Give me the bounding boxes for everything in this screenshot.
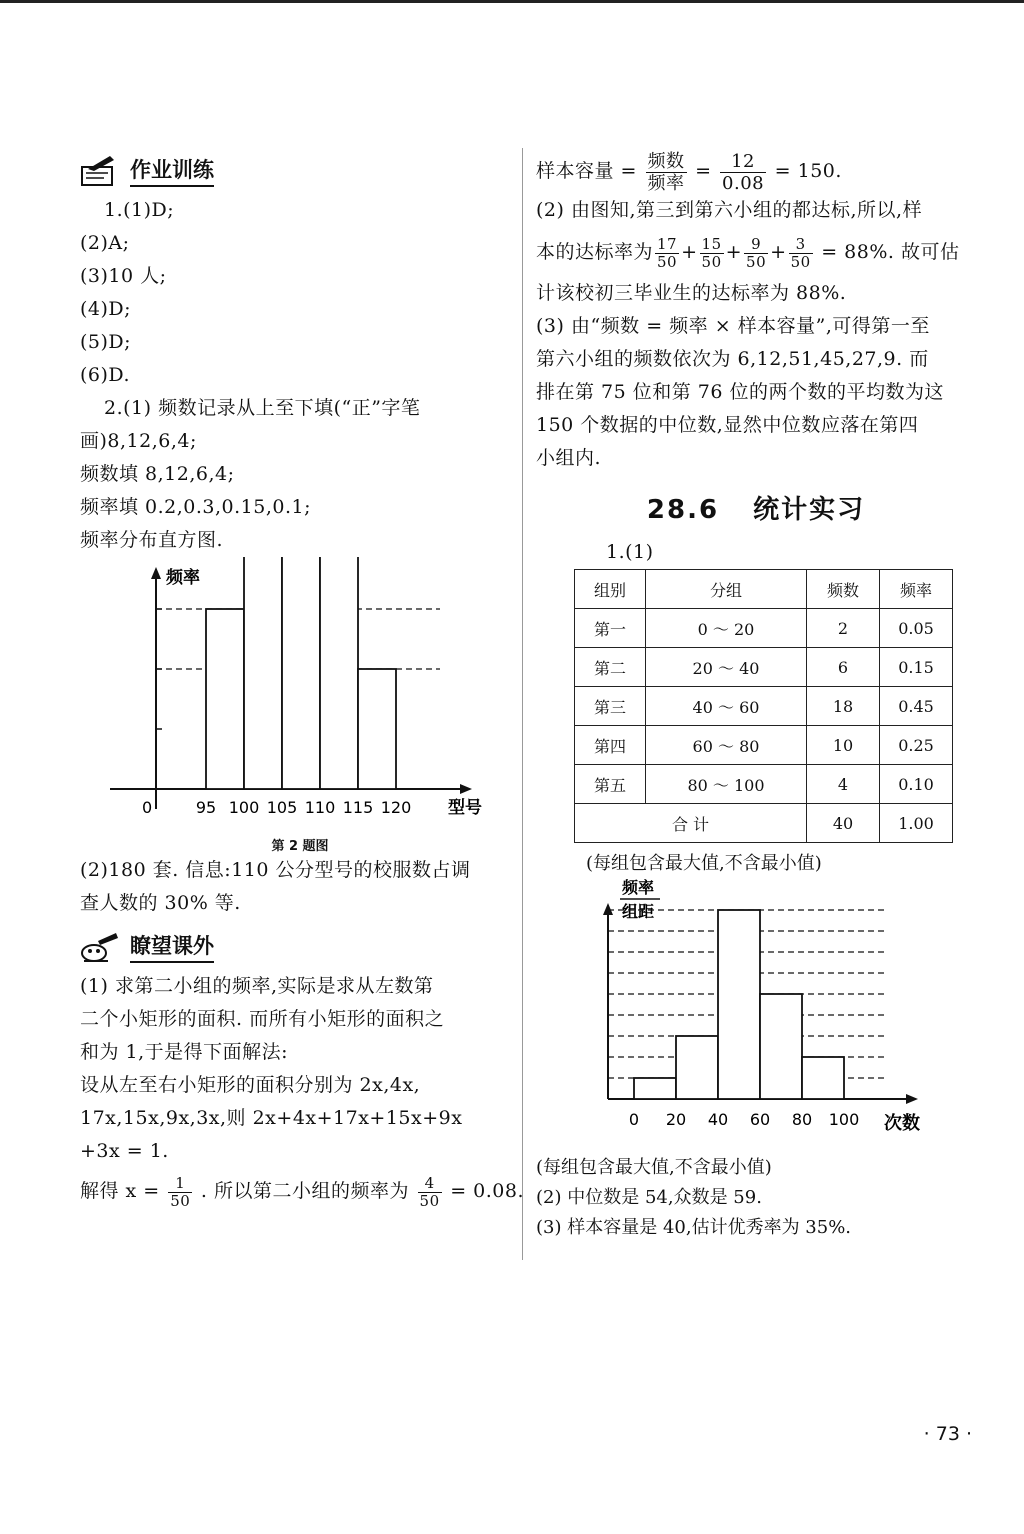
table-cell: 合 计 [575,804,807,843]
q2-line: 频率填 0.2,0.3,0.15,0.1; [80,496,312,518]
table-cell: 20 ～ 40 [646,648,807,687]
y-axis-label: 频率 [166,568,200,588]
x-axis-arrow [460,784,472,794]
x-axis-label: 型号 [448,798,482,818]
section-name: 统计实习 [753,495,866,525]
table-cell: 第四 [575,726,646,765]
page-number: · 73 · [923,1423,972,1445]
outlook-title: 瞭望课外 [130,930,214,963]
table-row [575,726,953,765]
q2-line: 频率分布直方图. [80,529,224,551]
table-cell: 4 [807,765,880,804]
x-tick-label: 100 [828,1110,860,1129]
table-header-row [575,570,953,609]
table-cell: 6 [807,648,880,687]
table-cell: 0 ～ 20 [646,609,807,648]
x-axis-arrow [906,1094,918,1104]
table-row [575,609,953,648]
p2-line: 计该校初三毕业生的达标率为 88%. [536,282,847,304]
table-cell: 40 [807,804,880,843]
q2-line: 2.(1) 频数记录从上至下填(“正”字笔 [104,397,421,419]
p2-line: (2) 由图知,第三到第六小组的都达标,所以,样 [536,199,923,221]
chart-note: (每组包含最大值,不含最小值) [536,1157,772,1178]
homework-header [80,148,520,192]
table-cell: 1.00 [880,804,953,843]
outlook-line: 17x,15x,9x,3x,则 2x+4x+17x+15x+9x [80,1107,463,1129]
top-rule [0,0,1024,3]
x-tick-label: 110 [304,798,336,817]
table-cell: 2 [807,609,880,648]
q1-label: 1.(1) [606,541,654,563]
sample-size-line: 样本容量 = $\frac{\text{频数}}{\text{频率}}$ = $\frac{12}{0.08}$ = 150. [536,150,842,194]
section-number: 28.6 [646,495,720,525]
q1-answer: (6)D. [80,364,131,386]
table-cell: 第五 [575,765,646,804]
table-row [575,648,953,687]
right-column [536,148,976,1243]
table-header: 组别 [575,570,646,609]
histogram-bar [320,557,358,789]
x-tick-label: 80 [791,1110,813,1129]
x-tick-label: 0 [628,1110,640,1129]
answer-line: (2) 中位数是 54,众数是 59. [536,1187,762,1208]
q1-answer: (5)D; [80,331,132,353]
table-cell: 80 ～ 100 [646,765,807,804]
q1-answer: (3)10 人; [80,265,167,287]
table-cell: 0.15 [880,648,953,687]
y-axis-label-numerator: 频率 [622,879,655,897]
table-cell: 第一 [575,609,646,648]
chart-caption: 第 2 题图 [271,839,329,854]
table-cell: 第二 [575,648,646,687]
p3-line: 小组内. [536,447,602,469]
x-tick-label: 95 [195,798,217,817]
telescope-icon [80,929,120,963]
table-cell: 60 ～ 80 [646,726,807,765]
p2-line: 本的达标率为 $\frac{17}{50}$ + $\frac{15}{50}$ + $\frac{9}{50}$ + $\frac{3}{50}$ = 88%. 故可估 [536,234,960,271]
table-header: 频数 [807,570,880,609]
q2-part2-line: 查人数的 30% 等. [80,892,241,914]
fraction: $\frac{1}{50}$ [170,1173,191,1210]
homework-title: 作业训练 [130,154,214,187]
q1-answer: (2)A; [80,232,130,254]
q1-answer: 1.(1)D; [104,199,175,221]
table-total-row [575,804,953,843]
x-axis-label: 次数 [884,1113,920,1134]
outlook-line: (1) 求第二小组的频率,实际是求从左数第 [80,975,434,997]
table-cell: 10 [807,726,880,765]
x-tick-label: 105 [266,798,298,817]
fraction: $\frac{4}{50}$ [419,1173,440,1210]
x-tick-label: 20 [665,1110,687,1129]
y-axis-arrow [603,903,613,915]
outlook-line: +3x = 1. [80,1140,169,1162]
histogram-bar [802,1057,844,1099]
histogram-bar [244,557,282,789]
x-tick-label: 60 [749,1110,771,1129]
table-cell: 40 ～ 60 [646,687,807,726]
table-row [575,687,953,726]
solve-line: 解得 x = $\frac{1}{50}$ . 所以第二小组的频率为 $\frac{4}{50}$ = 0.08. [80,1173,524,1210]
table-header: 分组 [646,570,807,609]
fraction: $\frac{3}{50}$ [790,234,811,271]
x-tick-label: 100 [228,798,260,817]
table-cell: 0.10 [880,765,953,804]
p3-line: 第六小组的频数依次为 6,12,51,45,27,9. 而 [536,348,929,370]
p3-line: 150 个数据的中位数,显然中位数应落在第四 [536,414,919,436]
histogram-frequency-density [536,879,956,1149]
p3-line: (3) 由“频数 = 频率 × 样本容量”,可得第一至 [536,315,930,337]
y-axis-arrow [151,567,161,579]
table-cell: 0.05 [880,609,953,648]
outlook-header [80,924,520,968]
histogram-bar [282,557,320,789]
fraction: $\frac{17}{50}$ [657,234,678,271]
p3-line: 排在第 75 位和第 76 位的两个数的平均数为这 [536,381,945,403]
fraction: $\frac{\text{频数}}{\text{频率}}$ [647,150,685,194]
frequency-table [574,569,953,843]
histogram-bar [676,1036,718,1099]
histogram-bar [634,1078,676,1099]
table-row [575,765,953,804]
outlook-line: 二个小矩形的面积. 而所有小矩形的面积之 [80,1008,445,1030]
table-note: (每组包含最大值,不含最小值) [586,853,822,874]
table-cell: 0.25 [880,726,953,765]
histogram-bar [718,910,760,1099]
notebook-pen-icon [80,153,120,187]
table-cell: 第三 [575,687,646,726]
x-tick-label: 115 [342,798,374,817]
q2-line: 频数填 8,12,6,4; [80,463,235,485]
column-divider [522,148,523,1260]
table-cell: 0.45 [880,687,953,726]
x-tick-label: 120 [380,798,412,817]
origin-label: 0 [142,798,153,817]
q2-line: 画)8,12,6,4; [80,430,197,452]
fraction: $\frac{12}{0.08}$ [722,150,765,194]
histogram-bar [358,669,396,789]
fraction: $\frac{15}{50}$ [701,234,722,271]
histogram-bar [760,994,802,1099]
left-column [80,148,524,1214]
histogram-uniform-sizes [80,557,500,829]
y-axis-label-denominator: 组距 [622,902,655,921]
outlook-line: 设从左至右小矩形的面积分别为 2x,4x, [80,1074,421,1096]
answer-line: (3) 样本容量是 40,估计优秀率为 35%. [536,1217,852,1238]
outlook-line: 和为 1,于是得下面解法: [80,1041,289,1063]
table-cell: 18 [807,687,880,726]
q1-answer: (4)D; [80,298,132,320]
table-header: 频率 [880,570,953,609]
section-title [536,489,976,526]
x-tick-label: 40 [707,1110,729,1129]
q2-part2-line: (2)180 套. 信息:110 公分型号的校服数占调 [80,859,471,881]
fraction: $\frac{9}{50}$ [746,234,767,271]
histogram-bar [206,609,244,789]
